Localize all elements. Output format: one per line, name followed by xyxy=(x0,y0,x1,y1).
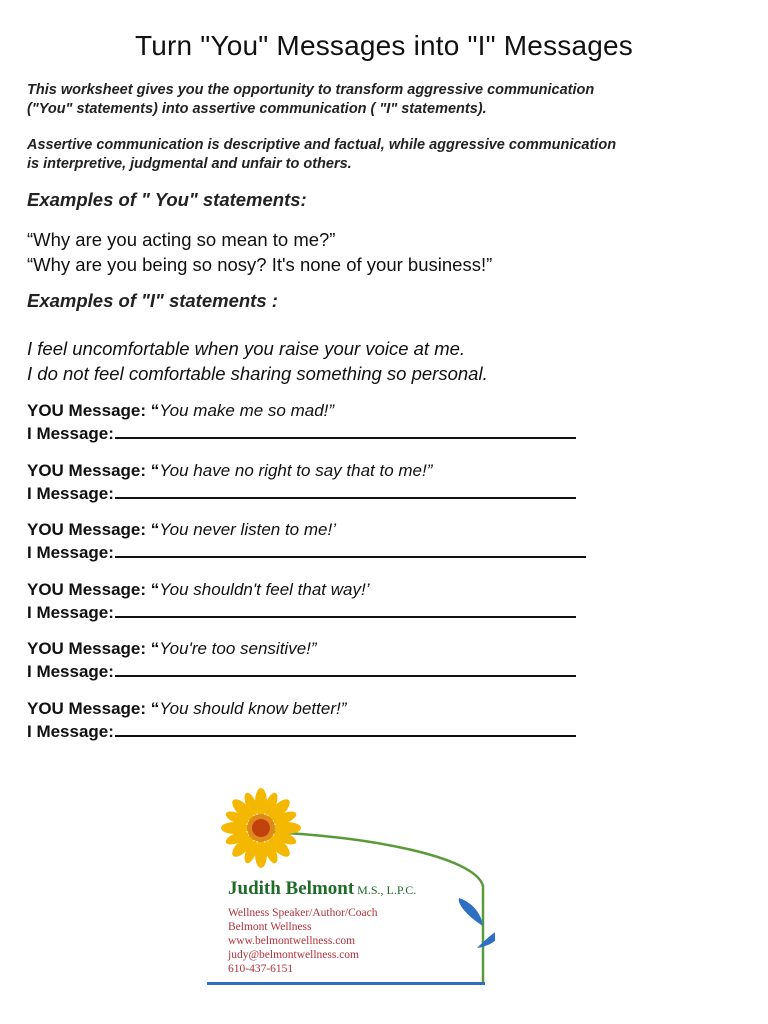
intro-paragraph-2 xyxy=(27,136,717,174)
exercise-item xyxy=(27,637,727,683)
exercise-item xyxy=(27,459,727,505)
you-message-label: YOU Message: xyxy=(27,520,151,539)
quote-mark: “ xyxy=(150,461,160,480)
card-company: Belmont Wellness xyxy=(228,921,312,933)
intro-line: Assertive communication is descriptive and factual, while aggressive communication xyxy=(27,137,617,153)
card-website-link[interactable]: www.belmontwellness.com xyxy=(228,935,356,947)
i-message-label: I Message: xyxy=(27,484,114,503)
you-message-line xyxy=(27,518,727,541)
i-message-label: I Message: xyxy=(27,603,114,622)
i-message-line xyxy=(27,720,727,743)
you-example: “Why are you being so nosy? It's none of your business!” xyxy=(27,254,493,275)
card-details xyxy=(228,906,378,976)
exercise-item xyxy=(27,697,727,743)
i-examples-heading: Examples of "I" statements : xyxy=(27,290,278,311)
i-example: I feel uncomfortable when you raise your voice at me. xyxy=(27,338,466,359)
leaf-icon xyxy=(477,928,495,948)
exercise-item xyxy=(27,578,727,624)
you-message-label: YOU Message: xyxy=(27,401,151,420)
i-message-label: I Message: xyxy=(27,424,114,443)
i-message-answer-blank[interactable] xyxy=(115,660,576,677)
i-message-line xyxy=(27,660,727,683)
i-message-answer-blank[interactable] xyxy=(115,720,576,737)
i-message-answer-blank[interactable] xyxy=(115,482,576,499)
i-message-label: I Message: xyxy=(27,543,114,562)
you-message-text: You're too sensitive!” xyxy=(159,639,317,658)
you-message-line xyxy=(27,578,727,601)
card-credentials: M.S., L.P.C. xyxy=(354,883,417,897)
quote-mark: “ xyxy=(150,401,160,420)
i-message-answer-blank[interactable] xyxy=(115,541,586,558)
intro-paragraph-1 xyxy=(27,81,717,119)
intro-line: ("You" statements) into assertive communication ( "I" statements). xyxy=(27,101,487,117)
quote-mark: “ xyxy=(150,639,160,658)
you-message-text: You have no right to say that to me!” xyxy=(159,461,433,480)
intro-line: is interpretive, judgmental and unfair to others. xyxy=(27,156,352,172)
you-message-line xyxy=(27,697,727,720)
you-message-label: YOU Message: xyxy=(27,639,151,658)
you-message-line xyxy=(27,459,727,482)
you-example: “Why are you acting so mean to me?” xyxy=(27,229,336,250)
base-line xyxy=(207,982,485,985)
intro-line: This worksheet gives you the opportunity to transform aggressive communication xyxy=(27,82,595,98)
quote-mark: “ xyxy=(150,520,160,539)
you-message-text: You should know better!” xyxy=(159,699,347,718)
i-message-label: I Message: xyxy=(27,722,114,741)
you-message-label: YOU Message: xyxy=(27,580,151,599)
you-message-text: You never listen to me!’ xyxy=(159,520,336,539)
i-message-answer-blank[interactable] xyxy=(115,601,576,618)
you-message-text: You make me so mad!” xyxy=(159,401,335,420)
i-message-line xyxy=(27,601,727,624)
you-examples-list xyxy=(27,227,492,277)
exercise-item xyxy=(27,518,727,564)
you-message-line xyxy=(27,637,727,660)
card-name-text: Judith Belmont xyxy=(228,878,355,899)
exercise-item xyxy=(27,399,727,445)
i-examples-list xyxy=(27,336,488,386)
i-message-line xyxy=(27,541,727,564)
i-message-line xyxy=(27,422,727,445)
sunflower-icon xyxy=(221,788,301,868)
card-tagline: Wellness Speaker/Author/Coach xyxy=(228,907,378,919)
i-message-answer-blank[interactable] xyxy=(115,422,576,439)
i-example: I do not feel comfortable sharing something so personal. xyxy=(27,363,488,384)
you-message-label: YOU Message: xyxy=(27,461,151,480)
card-name xyxy=(228,878,416,900)
i-message-line xyxy=(27,482,727,505)
you-message-label: YOU Message: xyxy=(27,699,151,718)
you-examples-heading: Examples of " You" statements: xyxy=(27,189,307,210)
you-message-line xyxy=(27,399,727,422)
quote-mark: “ xyxy=(150,580,160,599)
card-email-link[interactable]: judy@belmontwellness.com xyxy=(228,949,360,961)
quote-mark: “ xyxy=(150,699,160,718)
leaf-icon xyxy=(459,898,483,926)
i-message-label: I Message: xyxy=(27,662,114,681)
you-message-text: You shouldn't feel that way!’ xyxy=(159,580,370,599)
card-phone: 610-437-6151 xyxy=(228,963,294,975)
page-title: Turn "You" Messages into "I" Messages xyxy=(135,30,633,61)
